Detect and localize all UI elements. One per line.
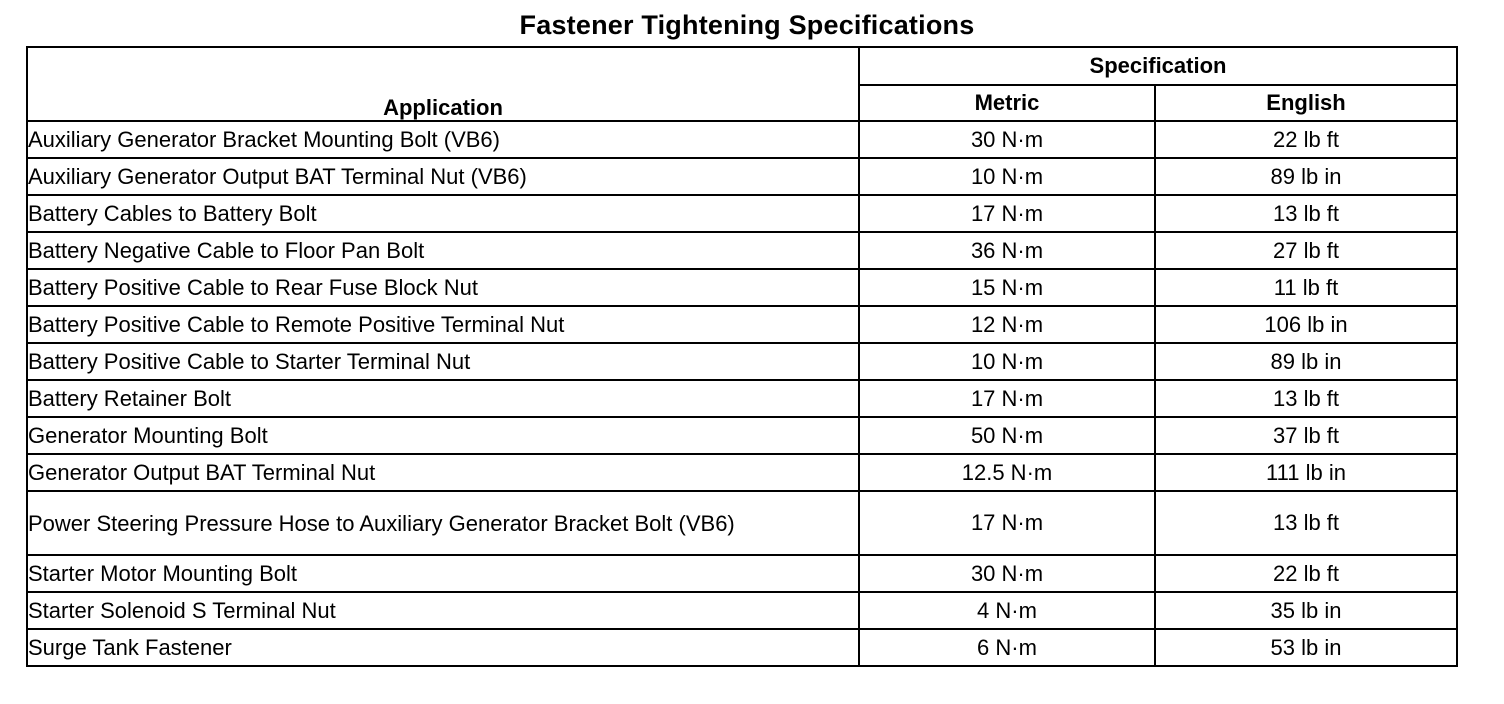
- metric-cell: 30 N·m: [859, 555, 1155, 592]
- english-cell: 35 lb in: [1155, 592, 1457, 629]
- application-cell: Auxiliary Generator Output BAT Terminal Nut (VB6): [27, 158, 859, 195]
- english-cell: 27 lb ft: [1155, 232, 1457, 269]
- application-cell: Auxiliary Generator Bracket Mounting Bolt (VB6): [27, 121, 859, 158]
- metric-header: Metric: [859, 85, 1155, 121]
- application-cell: Surge Tank Fastener: [27, 629, 859, 666]
- application-cell: Starter Solenoid S Terminal Nut: [27, 592, 859, 629]
- metric-cell: 10 N·m: [859, 343, 1155, 380]
- metric-cell: 30 N·m: [859, 121, 1155, 158]
- table-row: [27, 629, 1457, 666]
- english-cell: 37 lb ft: [1155, 417, 1457, 454]
- metric-cell: 36 N·m: [859, 232, 1155, 269]
- application-cell: Battery Cables to Battery Bolt: [27, 195, 859, 232]
- specifications-table: [26, 46, 1458, 667]
- application-cell: Power Steering Pressure Hose to Auxiliary Generator Bracket Bolt (VB6): [27, 491, 859, 555]
- metric-cell: 6 N·m: [859, 629, 1155, 666]
- english-cell: 13 lb ft: [1155, 195, 1457, 232]
- english-cell: 22 lb ft: [1155, 121, 1457, 158]
- specification-header: Specification: [859, 47, 1457, 85]
- english-cell: 111 lb in: [1155, 454, 1457, 491]
- english-cell: 106 lb in: [1155, 306, 1457, 343]
- table-row: [27, 491, 1457, 555]
- metric-cell: 17 N·m: [859, 380, 1155, 417]
- table-row: [27, 417, 1457, 454]
- table-row: [27, 592, 1457, 629]
- metric-cell: 12 N·m: [859, 306, 1155, 343]
- table-row: [27, 555, 1457, 592]
- table-row: [27, 269, 1457, 306]
- table-row: [27, 306, 1457, 343]
- table-row: [27, 158, 1457, 195]
- table-row: [27, 195, 1457, 232]
- english-cell: 89 lb in: [1155, 158, 1457, 195]
- metric-cell: 17 N·m: [859, 195, 1155, 232]
- table-row: [27, 380, 1457, 417]
- application-cell: Battery Positive Cable to Remote Positive Terminal Nut: [27, 306, 859, 343]
- application-cell: Battery Positive Cable to Rear Fuse Block Nut: [27, 269, 859, 306]
- application-cell: Starter Motor Mounting Bolt: [27, 555, 859, 592]
- english-cell: 13 lb ft: [1155, 491, 1457, 555]
- metric-cell: 15 N·m: [859, 269, 1155, 306]
- table-row: [27, 343, 1457, 380]
- english-cell: 22 lb ft: [1155, 555, 1457, 592]
- english-cell: 11 lb ft: [1155, 269, 1457, 306]
- application-cell: Generator Output BAT Terminal Nut: [27, 454, 859, 491]
- metric-cell: 12.5 N·m: [859, 454, 1155, 491]
- english-header: English: [1155, 85, 1457, 121]
- english-cell: 89 lb in: [1155, 343, 1457, 380]
- page-title: Fastener Tightening Specifications: [519, 10, 975, 40]
- application-header: Application: [27, 47, 859, 121]
- application-cell: Battery Positive Cable to Starter Terminal Nut: [27, 343, 859, 380]
- application-cell: Battery Negative Cable to Floor Pan Bolt: [27, 232, 859, 269]
- table-row: [27, 454, 1457, 491]
- table-row: [27, 232, 1457, 269]
- metric-cell: 50 N·m: [859, 417, 1155, 454]
- metric-cell: 17 N·m: [859, 491, 1155, 555]
- table-row: [27, 121, 1457, 158]
- application-cell: Generator Mounting Bolt: [27, 417, 859, 454]
- metric-cell: 4 N·m: [859, 592, 1155, 629]
- english-cell: 53 lb in: [1155, 629, 1457, 666]
- application-cell: Battery Retainer Bolt: [27, 380, 859, 417]
- english-cell: 13 lb ft: [1155, 380, 1457, 417]
- metric-cell: 10 N·m: [859, 158, 1155, 195]
